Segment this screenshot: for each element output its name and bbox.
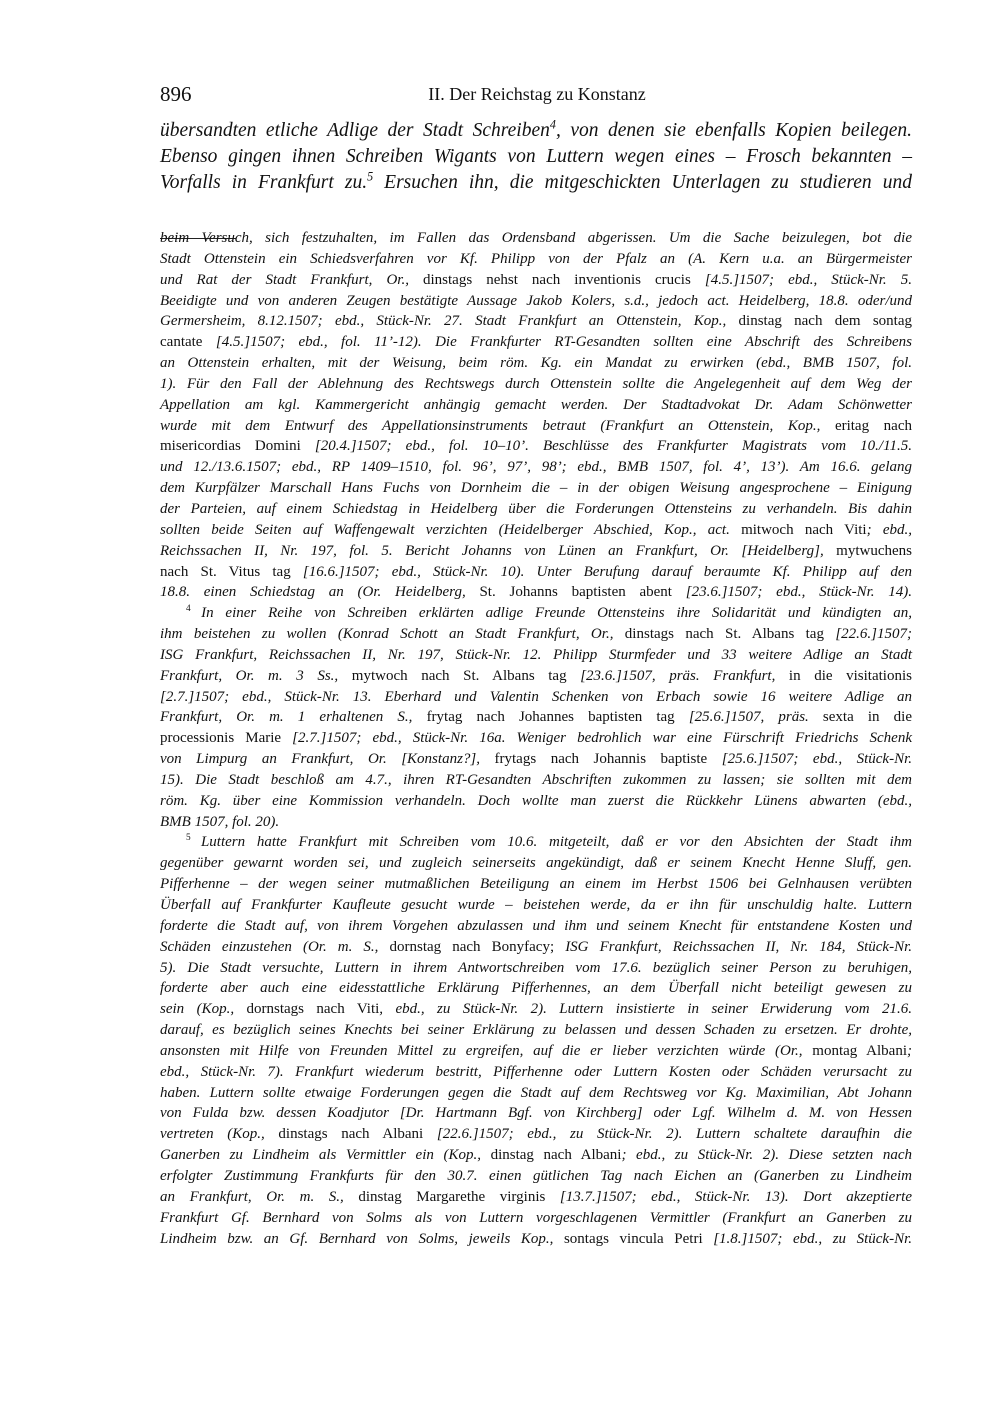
italic-text: und 12./13.6.1507; ebd., RP 1409–1510, fol. 96’, 97’, 98’; ebd., BMB 1507, fol. 4’, 13’). Am 16.6. gelang	[160, 459, 912, 476]
footnote-line	[160, 958, 912, 979]
footnote-line	[160, 457, 912, 478]
footnote-line	[160, 978, 912, 999]
roman-text: cantate	[160, 334, 216, 351]
italic-text: vertreten (Kop.,	[160, 1126, 265, 1143]
italic-text: ihm beistehen zu wollen (Konrad Schott an Stadt Frankfurt, Or.,	[160, 626, 614, 643]
italic-text: forderte die Stadt auf, von ihrem Vorgehen abzulassen und ihm und seinem Knecht für entstandene Kosten und	[160, 917, 912, 934]
italic-text: [4.5.]1507; ebd., fol. 11’-12). Die Frankfurter RT-Gesandten sollten eine Abschrift des Schreibens	[215, 334, 912, 351]
italic-text: [4.5.]1507; ebd., Stück-Nr. 5.	[704, 271, 912, 288]
italic-text: Ebenso gingen ihnen Schreiben Wigants von Luttern wegen eines – Frosch bekannten –	[160, 146, 912, 167]
footnote-line	[160, 562, 912, 583]
italic-text: Ganerben zu Lindheim als Vermittler ein (Kop.,	[160, 1147, 481, 1164]
italic-text: sein (Kop.,	[160, 1001, 235, 1018]
italic-text: darauf, es bezüglich seines Knechts bei seiner Erklärung zu belassen und dessen Schaden zu ersetzen. Er drohte,	[160, 1022, 912, 1039]
italic-text: Ersuchen ihn, die mitgeschickten Unterlagen zu studieren und	[373, 172, 912, 193]
italic-text: an Ottenstein erhalten, mit der Weisung, beim röm. Kg. ein Mandat zu erwirken (ebd., BMB 1507, fol.	[160, 355, 912, 372]
italic-text: In einer Reihe von Schreiben erklärten adlige Freunde Ottensteins ihre Solidarität und kündigten an,	[201, 605, 912, 622]
footnote-line	[160, 1103, 912, 1124]
footnote-line	[160, 332, 912, 353]
footnote-line	[160, 1083, 912, 1104]
italic-text: [20.4.]1507; ebd., fol. 10–10’. Beschlüsse des Frankfurter Magistrats vom 10./11.5.	[314, 438, 912, 455]
roman-text: mitwoch nach Viti	[729, 521, 867, 538]
italic-text: beim Versuch, sich festzuhalten, im Fallen das Ordensband abgerissen. Um die Sache beizulegen, bot die	[160, 230, 912, 246]
footnote-line	[160, 582, 912, 603]
footnote-line	[160, 1145, 912, 1166]
roman-text: mytwuchens	[823, 542, 912, 559]
roman-text: 4	[186, 604, 202, 615]
italic-text: [13.7.]1507; ebd., Stück-Nr. 13). Dort akzeptierte	[559, 1188, 913, 1205]
footnote-line	[160, 624, 912, 645]
footnote-line	[160, 416, 912, 437]
roman-text: nach St. Vitus tag	[160, 563, 303, 580]
italic-text: Pifferhenne – der wegen seiner mutmaßlichen Beteiligung an einem im Herbst 1506 bei Gelnhausen verübten	[160, 876, 912, 893]
footnote-line	[160, 999, 912, 1020]
roman-text: sontags vincula Petri	[553, 1230, 714, 1247]
footnote-line	[160, 228, 912, 249]
italic-text: Schäden einzustehen (Or. m. S.,	[160, 938, 379, 955]
italic-text: von Fulda bzw. dessen Koadjutor [Dr. Hartmann Bgf. von Kirchberg] oder Lgf. Wilhelm d. M. von Hessen	[160, 1105, 912, 1122]
italic-text: ebd., Stück-Nr. 7). Frankfurt wiederum bestritt, Pifferhenne oder Luttern Kosten oder Schäden verursacht zu	[160, 1063, 912, 1080]
footnote-line	[160, 1208, 912, 1229]
roman-text: sexta in die	[808, 709, 912, 726]
footnote-line	[160, 436, 912, 457]
italic-text: Frankfurt Gf. Bernhard von Solms als von Luttern vorgeschlagenen Vermittler (Frankfurt an Ganerben zu	[160, 1209, 912, 1226]
footnote-line	[160, 728, 912, 749]
roman-text: processionis Marie	[160, 730, 293, 747]
italic-text: erfolgter Zustimmung Frankfurts für den 30.7. einen gütlichen Tag nach Eichen an (Ganerben zu Lindheim	[160, 1167, 912, 1184]
footnote-line	[160, 916, 912, 937]
footnote-line	[160, 1229, 912, 1250]
italic-text: [22.6.]1507; ebd., zu Stück-Nr. 2). Luttern schaltete daraufhin die	[436, 1126, 912, 1143]
italic-text: [23.6.]1507; ebd., Stück-Nr. 14).	[685, 584, 912, 601]
roman-text: dinstags nach St. Albans tag	[613, 626, 836, 643]
footnote-line	[160, 645, 912, 666]
italic-text: [1.8.]1507; ebd., zu Stück-Nr.	[713, 1230, 913, 1247]
italic-text: von Limpurg an Frankfurt, Or. [Konstanz?],	[160, 751, 480, 768]
footnote-line	[160, 1041, 912, 1062]
italic-text: übersandten etliche Adlige der Stadt Schreiben	[160, 120, 550, 141]
roman-text: eritag nach	[820, 417, 912, 434]
footnote-line	[160, 291, 912, 312]
italic-text: gegenüber gewarnt worden sei, und zugleich seinerseits angekündigt, daß er seinem Knecht Henne Sluff, gen.	[160, 855, 912, 872]
italic-text: [25.6.]1507, präs.	[688, 709, 809, 726]
italic-text: ansonsten mit Hilfe von Freunden Mittel zu ergreifen, auf die er lieber verzichten würde (Or.,	[160, 1042, 803, 1059]
footnote-line	[160, 770, 912, 791]
footnote-line	[160, 249, 912, 270]
italic-text: ; ebd.,	[866, 521, 912, 538]
footnote-reference: 4	[549, 117, 556, 132]
footnote-line	[160, 853, 912, 874]
footnote-line	[160, 832, 912, 853]
footnote-line	[160, 353, 912, 374]
italic-text: [16.6.]1507; ebd., Stück-Nr. 10). Unter Berufung darauf beraumte Kf. Philipp auf den	[302, 563, 912, 580]
roman-text: dinstags nehst nach inventionis crucis	[408, 271, 705, 288]
roman-text: misericordias Domini	[160, 438, 315, 455]
footnotes	[160, 228, 912, 1249]
footnote-line	[160, 791, 912, 812]
italic-text: 5). Die Stadt versuchte, Luttern in ihrem Antwortschreiben vom 17.6. bezüglich seiner Person zu beruhigen,	[160, 959, 912, 976]
italic-text: BMB 1507, fol. 20).	[160, 813, 280, 830]
italic-text: haben. Luttern sollte etwaige Forderungen gegen die Stadt auf dem Rechtsweg vor Kg. Maximilian, Abt Johann	[160, 1084, 912, 1101]
italic-text: Reichssachen II, Nr. 197, fol. 5. Bericht Johanns von Lünen an Frankfurt, Or. [Heidelberg],	[160, 542, 824, 559]
roman-text: 5	[186, 833, 201, 844]
italic-text: röm. Kg. über eine Kommission verhandeln. Doch wollte man zuerst die Rückkehr Lünens abwarten (ebd.,	[160, 792, 912, 809]
italic-text: , von denen sie ebenfalls Kopien beilegen.	[555, 120, 912, 141]
roman-text: montag Albani	[802, 1042, 907, 1059]
footnote-line	[160, 1062, 912, 1083]
footnote-line	[160, 270, 912, 291]
roman-text: dornstags nach Viti	[234, 1001, 380, 1018]
footnote-line	[160, 395, 912, 416]
main-text	[160, 118, 912, 196]
footnote-line	[160, 1166, 912, 1187]
italic-text: Beeidigte und von anderen Zeugen bestätigte Aussage Jakob Kolers, s.d., jedoch act. Heidelberg, 18.8. oder/und	[160, 292, 912, 309]
footnote-line	[160, 749, 912, 770]
roman-text: dinstag nach Albani	[480, 1147, 622, 1164]
italic-text: dem Kurpfälzer Marschall Hans Fuchs von Dornheim die – in der obigen Weisung angesprochene – Einigung	[160, 480, 912, 497]
roman-text: in die visitationis	[775, 667, 912, 684]
italic-text: 15). Die Stadt beschloß am 4.7., ihren RT-Gesandten Abschriften zukommen zu lassen; sie sollten mit dem	[160, 771, 912, 788]
italic-text: der Parteien, auf einem Schiedstag in Heidelberg über die Forderungen Ottensteins zu verhandeln. Bis dahin	[160, 500, 912, 517]
footnote-line	[160, 520, 912, 541]
roman-text: dornstag nach Bonyfacy;	[378, 938, 566, 955]
italic-text: [2.7.]1507; ebd., Stück-Nr. 13. Eberhard und Valentin Schenken von Erbach sowie 16 weitere Adlige an	[160, 688, 912, 705]
footnote-line	[160, 687, 912, 708]
footnote-line	[160, 874, 912, 895]
footnote-line	[160, 937, 912, 958]
italic-text: Appellation am kgl. Kammergericht anhängig gemacht werden. Der Stadtadvokat Dr. Adam Schönwetter	[160, 396, 912, 413]
roman-text: St. Johanns baptisten abent	[465, 584, 686, 601]
footnote-line	[160, 499, 912, 520]
italic-text: Frankfurt, Or. m. 1 erhaltenen S.,	[160, 709, 413, 726]
italic-text: wurde mit dem Entwurf des Appellationsinstruments betraut (Frankfurt an Ottenstein, Kop.,	[160, 417, 821, 434]
main-text-line	[160, 118, 912, 144]
italic-text: Luttern hatte Frankfurt mit Schreiben vom 10.6. mitgeteilt, daß er vor den Absichten der Stadt ihm	[200, 834, 912, 851]
italic-text: [22.6.]1507;	[835, 626, 912, 643]
italic-text: ; ebd., zu Stück-Nr. 2). Diese setzten nach	[621, 1147, 912, 1164]
footnote-line	[160, 1124, 912, 1145]
italic-text: und Rat der Stadt Frankfurt, Or.,	[160, 271, 409, 288]
footnote-line	[160, 311, 912, 332]
footnote-line	[160, 603, 912, 624]
running-title: II. Der Reichstag zu Konstanz	[428, 84, 646, 104]
italic-text: ISG Frankfurt, Reichssachen II, Nr. 184, Stück-Nr.	[565, 938, 912, 955]
footnote-line	[160, 478, 912, 499]
footnote-line	[160, 374, 912, 395]
italic-text: ISG Frankfurt, Reichssachen II, Nr. 197, Stück-Nr. 12. Philipp Sturmfeder und 33 weitere Adlige an Stadt	[160, 646, 912, 663]
italic-text: Stadt Ottenstein ein Schiedsverfahren vor Kf. Philipp von der Pfalz an (A. Kern u.a. an Bürgermeister	[160, 250, 912, 267]
roman-text: frytag nach Johannes baptisten tag	[412, 709, 689, 726]
footnote-reference: 5	[367, 169, 374, 184]
italic-text: [23.6.]1507, präs. Frankfurt,	[580, 667, 776, 684]
main-text-line	[160, 144, 912, 170]
roman-text: dinstag nach dem sontag	[726, 313, 912, 330]
italic-text: , ebd., zu Stück-Nr. 2). Luttern insistierte in seiner Erwiderung vom 21.6.	[379, 1001, 912, 1018]
italic-text: Lindheim bzw. an Gf. Bernhard von Solms, jeweils Kop.,	[160, 1230, 554, 1247]
roman-text: frytags nach Johannis baptiste	[480, 751, 722, 768]
italic-text: Vorfalls in Frankfurt zu.	[160, 172, 368, 193]
italic-text: an Frankfurt, Or. m. S.,	[160, 1188, 344, 1205]
italic-text: 1). Für den Fall der Ablehnung des Rechtswegs durch Ottenstein sollte die Angelegenheit auf dem Weg der	[160, 375, 912, 392]
italic-text: [25.6.]1507; ebd., Stück-Nr.	[721, 751, 913, 768]
roman-text: mytwoch nach St. Albans tag	[338, 667, 581, 684]
italic-text: ;	[907, 1042, 912, 1059]
italic-text: Überfall auf Frankfurter Kaufleute gesucht wurde – beistehen werde, da er ihn für unschuldig halte. Luttern	[160, 897, 912, 913]
italic-text: sollten beide Seiten auf Waffengewalt verzichten (Heidelberger Abschied, Kop., act.	[160, 521, 730, 538]
footnote-line	[160, 707, 912, 728]
main-text-line	[160, 170, 912, 196]
roman-text: dinstag Margarethe virginis	[343, 1188, 560, 1205]
roman-text: dinstags nach Albani	[264, 1126, 437, 1143]
italic-text: [2.7.]1507; ebd., Stück-Nr. 16a. Weniger bedrohlich war eine Fürschrift Friedrichs Schenk	[292, 730, 912, 747]
footnote-line	[160, 666, 912, 687]
italic-text: Frankfurt, Or. m. 3 Ss.,	[160, 667, 339, 684]
footnote-line	[160, 812, 912, 833]
footnote-line	[160, 895, 912, 916]
footnote-line	[160, 1187, 912, 1208]
footnote-line	[160, 541, 912, 562]
italic-text: forderte aber auch eine eidesstattliche Erklärung Pifferhennes, an dem Überfall nicht beteiligt gewesen zu	[160, 980, 912, 997]
italic-text: 18.8. einen Schiedstag an (Or. Heidelberg,	[160, 584, 466, 601]
page-number: 896	[160, 82, 192, 106]
italic-text: Germersheim, 8.12.1507; ebd., Stück-Nr. 27. Stadt Frankfurt an Ottenstein, Kop.,	[160, 313, 727, 330]
footnote-line	[160, 1020, 912, 1041]
